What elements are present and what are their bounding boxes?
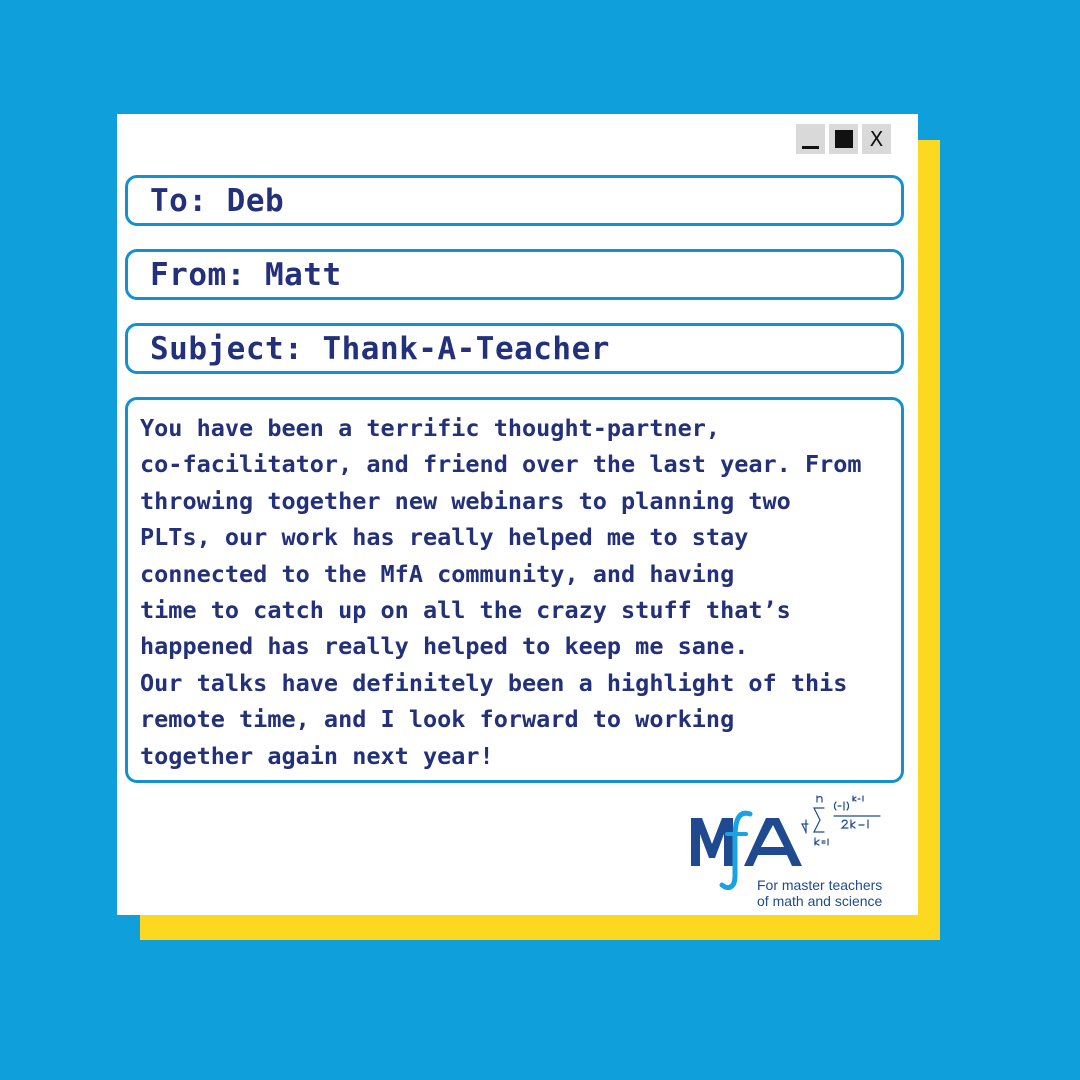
minimize-icon: [802, 146, 819, 149]
body-line: You have been a terrific thought-partner,: [140, 414, 721, 442]
subject-text: Subject: Thank-A-Teacher: [150, 330, 610, 367]
close-button[interactable]: [862, 124, 891, 154]
close-label: X: [869, 127, 884, 151]
maximize-button[interactable]: [829, 124, 858, 154]
message-body-field[interactable]: [125, 397, 904, 783]
body-line: PLTs, our work has really helped me to stay: [140, 523, 749, 552]
body-line: remote time, and I look forward to working: [140, 705, 735, 734]
body-line: connected to the MfA community, and having: [140, 559, 735, 588]
to-field[interactable]: [125, 175, 904, 226]
message-body: [140, 410, 900, 774]
minimize-button[interactable]: [796, 124, 825, 154]
body-line: throwing together new webinars to planning two: [140, 486, 791, 515]
formula-icon: [798, 788, 898, 858]
body-line: co-facilitator, and friend over the last year. From: [140, 450, 862, 479]
from-field[interactable]: [125, 249, 904, 300]
to-text: To: Deb: [150, 182, 285, 219]
body-line: time to catch up on all the crazy stuff that’s: [140, 596, 791, 625]
mfa-logo: [688, 788, 898, 913]
body-line: together again next year!: [140, 741, 494, 770]
body-line: Our talks have definitely been a highlight of this: [140, 668, 848, 697]
tagline-line: For master teachers: [757, 877, 883, 893]
tagline-line: of math and science: [757, 893, 883, 909]
from-text: From: Matt: [150, 256, 342, 293]
subject-field[interactable]: [125, 323, 904, 374]
body-line: happened has really helped to keep me sane.: [140, 632, 749, 661]
maximize-icon: [835, 130, 853, 148]
logo-tagline: [757, 877, 882, 909]
